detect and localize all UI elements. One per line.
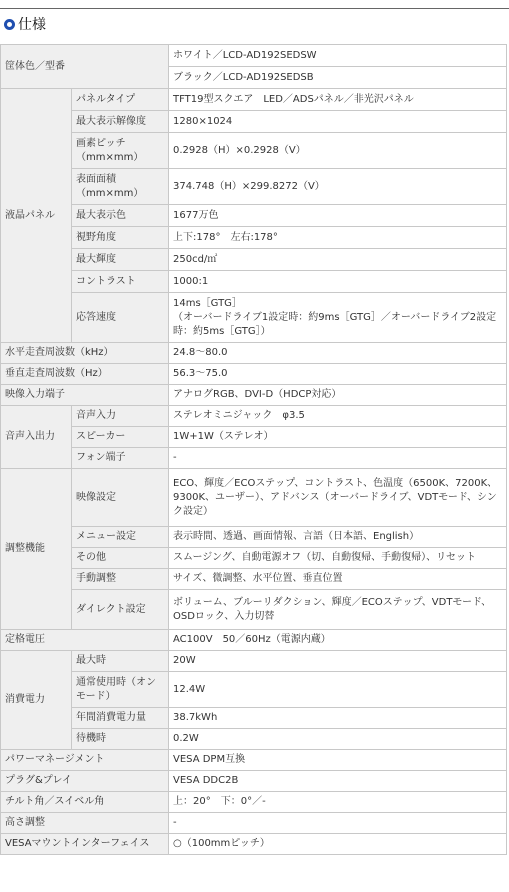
sub-label: フォン端子 <box>72 448 169 469</box>
table-row <box>1 527 507 548</box>
table-row <box>1 813 507 834</box>
row-value: AC100V 50／60Hz（電源内蔵） <box>169 630 507 651</box>
section-heading <box>0 9 509 39</box>
row-label: プラグ&プレイ <box>1 771 169 792</box>
table-row <box>1 169 507 205</box>
row-label: チルト角／スイベル角 <box>1 792 169 813</box>
row-value: TFT19型スクエア LED／ADSパネル／非光沢パネル <box>169 89 507 111</box>
row-value: 上下:178° 左右:178° <box>169 227 507 249</box>
row-value: 250cd/㎡ <box>169 249 507 271</box>
table-row <box>1 708 507 729</box>
sub-label: コントラスト <box>72 271 169 293</box>
table-row <box>1 271 507 293</box>
row-label: VESAマウントインターフェイス <box>1 834 169 855</box>
sub-label: ダイレクト設定 <box>72 590 169 630</box>
sub-label: 通常使用時（オンモード） <box>72 672 169 708</box>
row-value: 1W+1W（ステレオ） <box>169 427 507 448</box>
row-value: 1677万色 <box>169 205 507 227</box>
row-value: 24.8～80.0 <box>169 343 507 364</box>
sub-label: 最大輝度 <box>72 249 169 271</box>
table-row <box>1 343 507 364</box>
sub-label: 視野角度 <box>72 227 169 249</box>
table-row <box>1 111 507 133</box>
row-value: ボリューム、ブルーリダクション、輝度／ECOステップ、VDTモード、OSDロック、入力切替 <box>169 590 507 630</box>
top-divider <box>0 0 509 9</box>
table-row <box>1 548 507 569</box>
table-row <box>1 385 507 406</box>
row-label: 定格電圧 <box>1 630 169 651</box>
table-row <box>1 834 507 855</box>
row-value: 374.748（H）×299.8272（V） <box>169 169 507 205</box>
table-row <box>1 406 507 427</box>
sub-label: 手動調整 <box>72 569 169 590</box>
table-row <box>1 651 507 672</box>
row-value: 14ms［GTG］ （オーバードライブ1設定時：約9ms［GTG］／オーバードライブ2設定時：約5ms［GTG］） <box>169 293 507 343</box>
row-value: VESA DDC2B <box>169 771 507 792</box>
circle-bullet-icon <box>4 19 15 30</box>
row-value: VESA DPM互換 <box>169 750 507 771</box>
table-row <box>1 672 507 708</box>
row-value: 12.4W <box>169 672 507 708</box>
row-label: 水平走査周波数（kHz） <box>1 343 169 364</box>
table-row <box>1 427 507 448</box>
row-value: - <box>169 813 507 834</box>
spec-table <box>0 44 507 855</box>
row-value: 56.3～75.0 <box>169 364 507 385</box>
table-row <box>1 293 507 343</box>
sub-label: 表面面積 （mm×mm） <box>72 169 169 205</box>
table-row <box>1 364 507 385</box>
table-row <box>1 45 507 67</box>
table-row <box>1 771 507 792</box>
row-label: 映像入力端子 <box>1 385 169 406</box>
row-value: ステレオミニジャック φ3.5 <box>169 406 507 427</box>
row-value: 0.2928（H）×0.2928（V） <box>169 133 507 169</box>
row-label: 高さ調整 <box>1 813 169 834</box>
row-label: パワーマネージメント <box>1 750 169 771</box>
row-value: - <box>169 448 507 469</box>
row-value: ホワイト／LCD-AD192SEDSW <box>169 45 507 67</box>
table-row <box>1 249 507 271</box>
row-value: 上：20° 下：0°／- <box>169 792 507 813</box>
row-value: ブラック／LCD-AD192SEDSB <box>169 67 507 89</box>
row-value: スムージング、自動電源オフ（切、自動復帰、手動復帰）、リセット <box>169 548 507 569</box>
row-value: 1280×1024 <box>169 111 507 133</box>
sub-label: その他 <box>72 548 169 569</box>
row-label: 音声入出力 <box>1 406 72 469</box>
row-value: 表示時間、透過、画面情報、言語（日本語、English） <box>169 527 507 548</box>
section-title: 仕様 <box>18 17 46 33</box>
row-value: アナログRGB、DVI-D（HDCP対応） <box>169 385 507 406</box>
sub-label: 映像設定 <box>72 469 169 527</box>
table-row <box>1 469 507 527</box>
row-label: 垂直走査周波数（Hz） <box>1 364 169 385</box>
table-row <box>1 792 507 813</box>
row-value: 38.7kWh <box>169 708 507 729</box>
table-row <box>1 227 507 249</box>
sub-label: メニュー設定 <box>72 527 169 548</box>
sub-label: 待機時 <box>72 729 169 750</box>
row-value: ○（100mmピッチ） <box>169 834 507 855</box>
row-label: 筐体色／型番 <box>1 45 169 89</box>
sub-label: 最大表示色 <box>72 205 169 227</box>
table-row <box>1 729 507 750</box>
sub-label: 最大表示解像度 <box>72 111 169 133</box>
table-row <box>1 630 507 651</box>
sub-label: 最大時 <box>72 651 169 672</box>
sub-label: 応答速度 <box>72 293 169 343</box>
table-row <box>1 205 507 227</box>
table-row <box>1 569 507 590</box>
table-row <box>1 89 507 111</box>
table-row <box>1 750 507 771</box>
row-value: 20W <box>169 651 507 672</box>
row-value: サイズ、微調整、水平位置、垂直位置 <box>169 569 507 590</box>
row-label: 液晶パネル <box>1 89 72 343</box>
table-row <box>1 133 507 169</box>
sub-label: パネルタイプ <box>72 89 169 111</box>
row-label: 消費電力 <box>1 651 72 750</box>
row-value: 1000:1 <box>169 271 507 293</box>
sub-label: 画素ピッチ （mm×mm） <box>72 133 169 169</box>
row-value: 0.2W <box>169 729 507 750</box>
table-row <box>1 448 507 469</box>
row-value: ECO、輝度／ECOステップ、コントラスト、色温度（6500K、7200K、9300K、ユーザー）、アドバンス（オーバードライブ、VDTモード、シンク設定） <box>169 469 507 527</box>
sub-label: スピーカー <box>72 427 169 448</box>
row-label: 調整機能 <box>1 469 72 630</box>
sub-label: 音声入力 <box>72 406 169 427</box>
table-row <box>1 590 507 630</box>
sub-label: 年間消費電力量 <box>72 708 169 729</box>
